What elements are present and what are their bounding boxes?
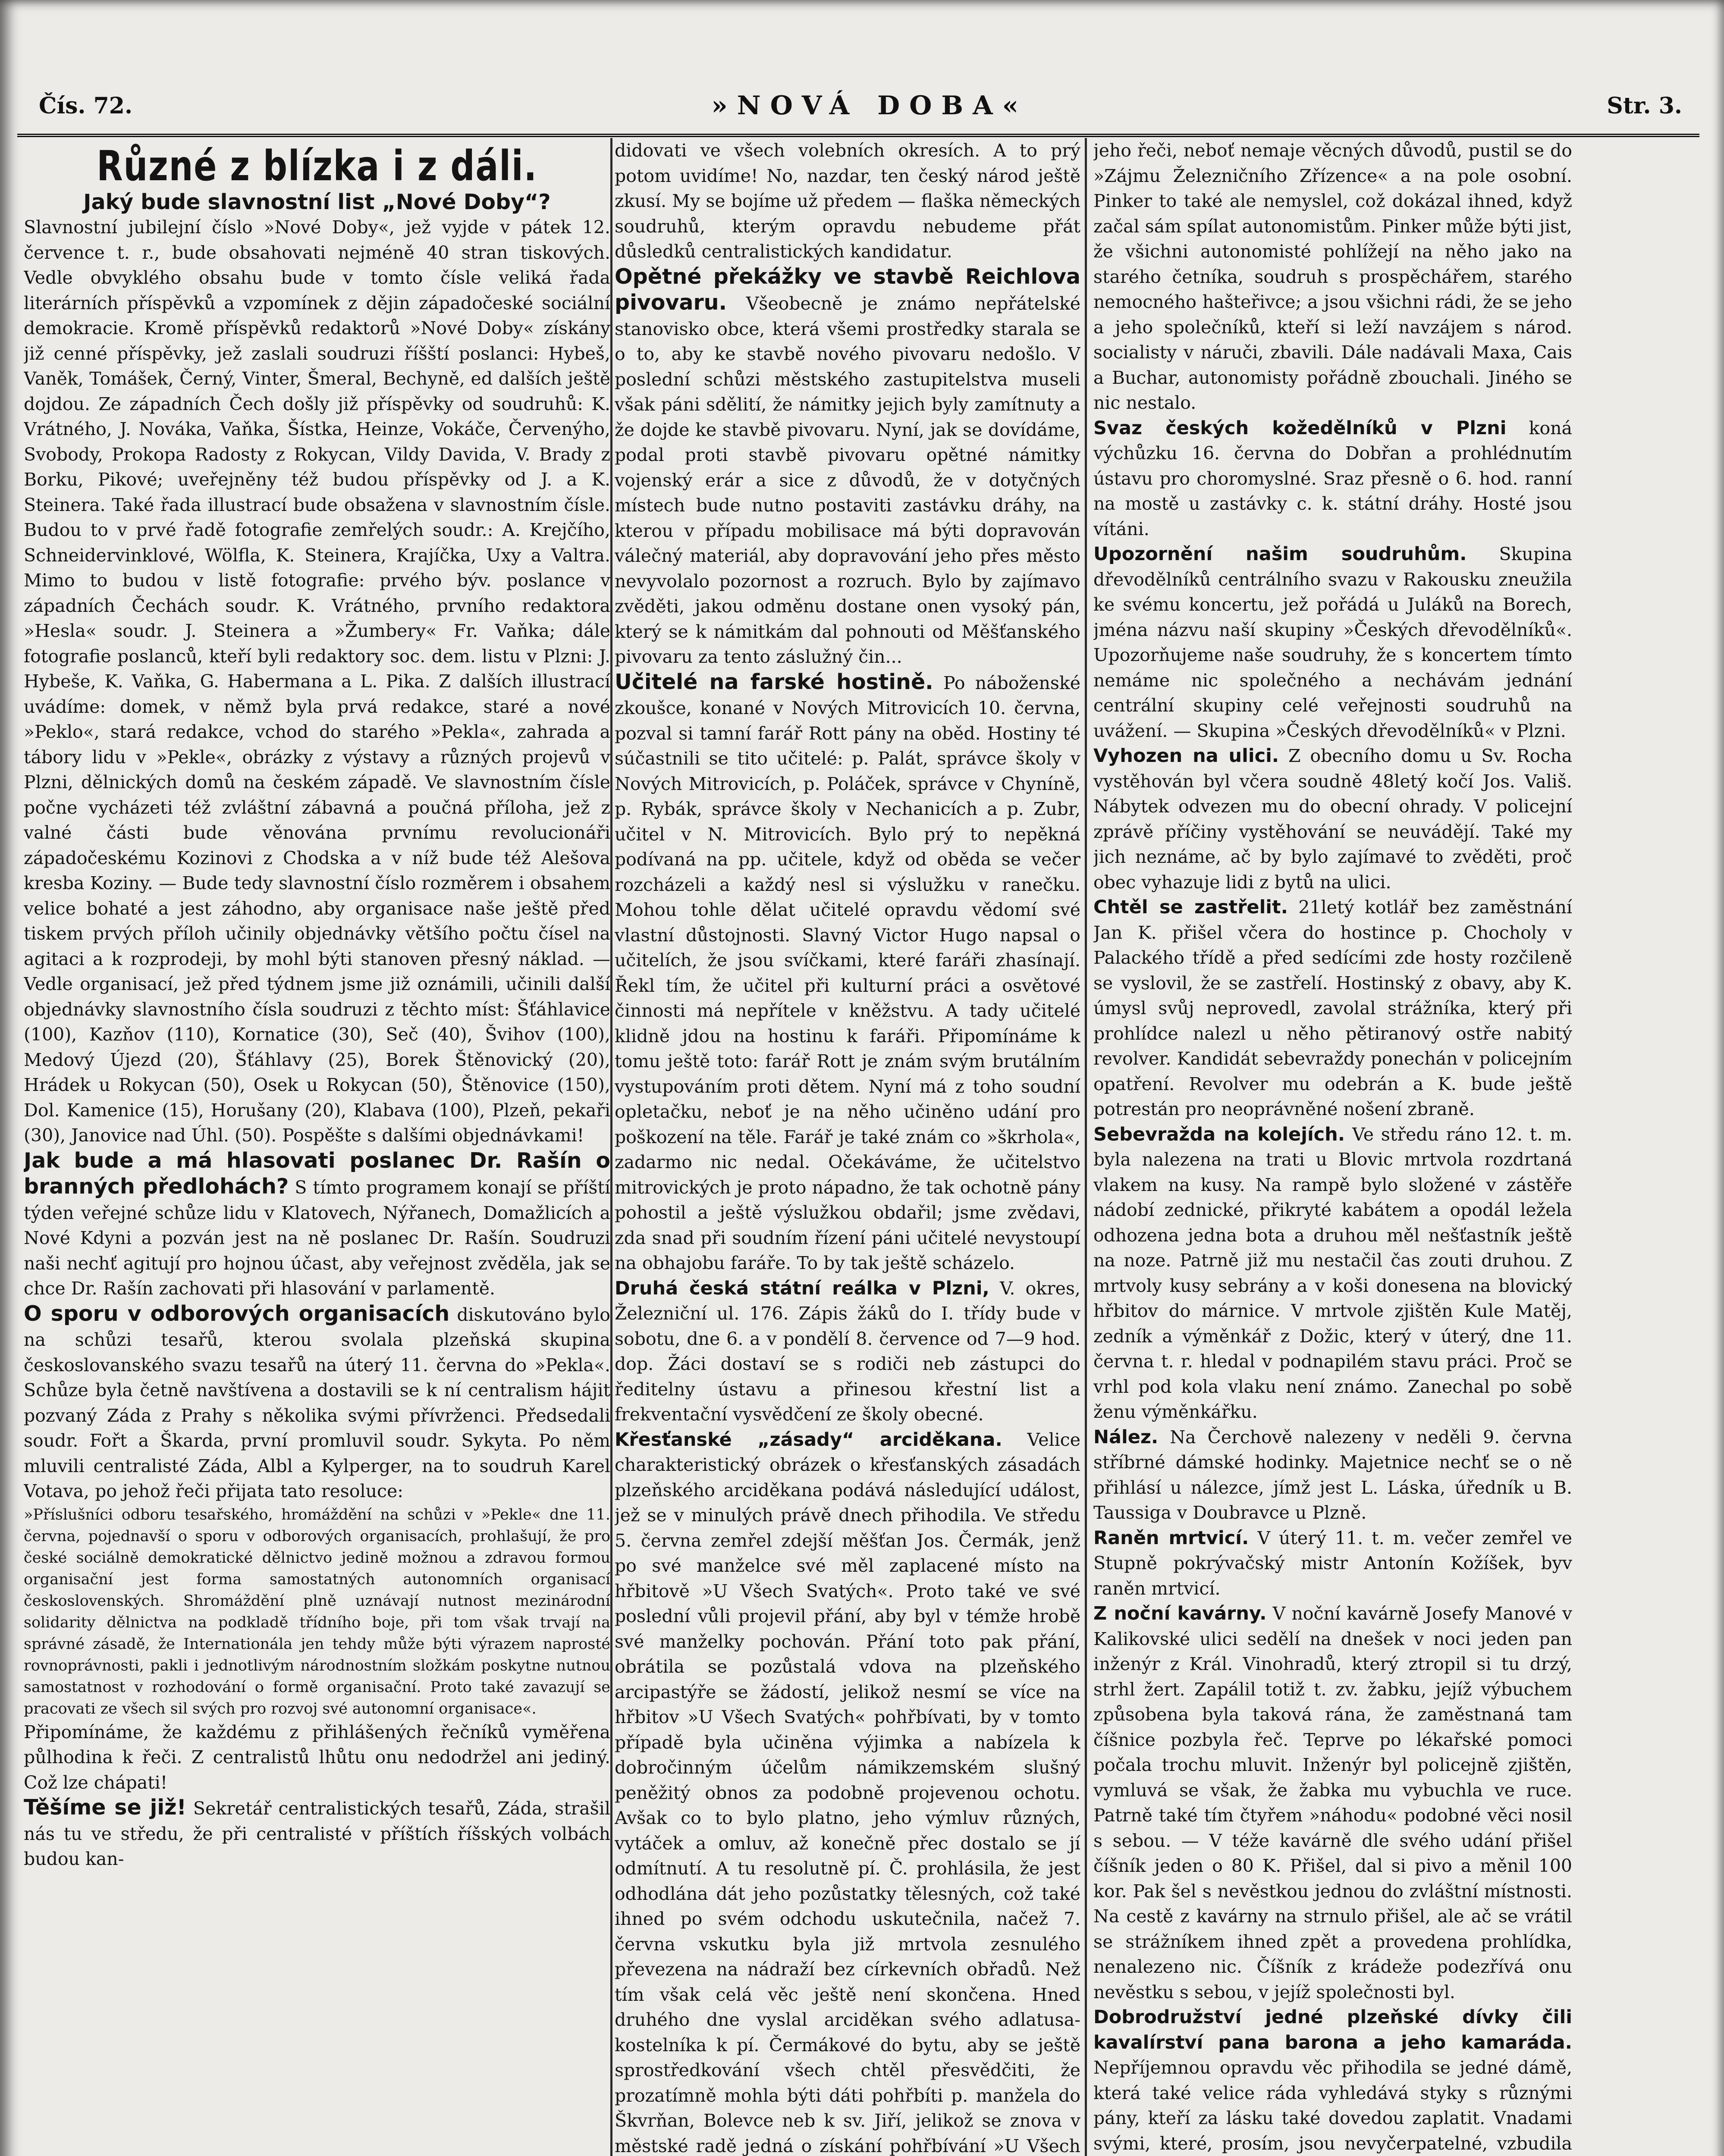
column-2 — [615, 138, 1080, 2156]
column-rule — [610, 138, 612, 2156]
column-3 — [1093, 138, 1572, 2156]
article-body: S tímto programem konají se příští týden veřejné schůze lidu v Klatovech, Nýřanech, Domažlicích a Nové Kdyni a pozván jest na ně poslanec Dr. Rašín. Soudruzi naši nechť agitují pro hojnou účast, aby veřejnost zvěděla, jak se chce Dr. Rašín zachovati při hlasování v parlamentě. — [24, 1177, 610, 1299]
article-headline: Jak bude a má hlasovati poslanec Dr. Rašín o branných předlohách? — [24, 1148, 610, 1199]
article-headline: Z noční kavárny. — [1093, 1603, 1267, 1624]
article-headline: Nález. — [1093, 1426, 1159, 1448]
article-headline: Raněn mrtvicí. — [1093, 1527, 1249, 1549]
article-body: Velice charakteristický obrázek o křesťanských zásadách plzeňského arciděkana podává následující událost, jež se v minulých právě dnech přihodila. Ve středu 5. června zemřel zdejší měšťan Jos. Čermák, jenž po své manželce své měl zaplacené místo na hřbitově »U Všech Svatých«. Proto také ve své poslední vůli projevil přání, aby byl v témže hrobě své manželky pochován. Přání toto pak přání, obrátila se pozůstalá vdova na plzeňského arcipastýře se žádostí, jelikož nesmí se více na hřbitov »U Všech Svatých« pohřbívati, by v tomto případě byla učiněna výjimka a nabízela k dobročinným účelům námikzemském slušný peněžitý obnos za podobně projevenou ochotu. Avšak co to bylo platno, jeho výmluv různých, vytáček a omluv, až konečně přec dostalo se jí odmítnutí. A tu resolutně pí. Č. prohlásila, že jest odhodlána dát jeho pozůstatky tělesných, což také ihned po svém odchodu uskutečnila, načež 7. června vskutku byla již mrtvola zesnulého převezena na nádraží bez církevních obřadů. Než tím však celá věc ještě není skončena. Hned druhého dne vyslal arciděkan svého adlatusa-kostelníka k pí. Čermákové do bytu, aby se ještě sprostředkování všech chtěl přesvědčiti, že prozatímně mohla býti dáti pohřbíti p. manžela do Škvrňan, Bolevce neb k sv. Jiří, jelikož se znova v městské radě jedná o získání pohřbívání »U Všech — [615, 1429, 1080, 2156]
section-title: Různé z blízka i z dáli. — [97, 142, 537, 190]
article-headline: Těšíme se již! — [24, 1795, 187, 1820]
article-body: didovati ve všech volebních okresích. A to prý potom uvidíme! No, nazdar, ten český národ ještě zkusí. My se bojíme už předem — flaška německých soudruhů, kterým opravdu nebudeme přát důsledků centralistických kandidatur. — [615, 140, 1080, 262]
article-body: 21letý kotlář bez zaměstnání Jan K. přišel včera do hostince p. Chocholy v Palackého třídě a před sedícími zde hosty rozčileně se vyslovil, že se zastřelí. Hostinský z obavy, aby K. úmysl svůj neprovedl, zavolal strážníka, který při prohlídce nalezl u něho pětiranový ostře nabitý revolver. Kandidát sebevraždy ponechán v policejním opatření. Revolver mu odebrán a K. bude ještě potrestán pro neoprávněné nošení zbraně. — [1093, 897, 1572, 1119]
article-headline: Vyhozen na ulici. — [1093, 745, 1279, 767]
article-body: diskutováno bylo na schůzi tesařů, kterou svolala plzeňská skupina českoslovanského svazu tesařů na úterý 11. června do »Pekla«. Schůze byla četně navštívena a dostavili se k ní centralism hájit pozvaný Záda z Prahy s několika svými přívrženci. Předsedali soudr. Fořt a Škarda, první promluvil soudr. Sykyta. Po něm mluvili centralisté Záda, Albl a Kylperger, na to soudruh Karel Votava, po jehož řeči přijata tato resoluce: — [24, 1304, 610, 1501]
article-body: Všeobecně je známo nepřátelské stanovisko obce, která všemi prostředky starala se o to, aby ke stavbě nového pivovaru nedošlo. V poslední schůzi městského zastupitelstva museli však páni sdělití, že námitky jejich byly zamítnuty a že dojde ke stavbě pivovaru. Nyní, jak se dovídáme, podal proti stavbě pivovaru opětné námitky vojenský erár a sice z důvodů, že v dotyčných místech bude nutno postaviti zastávku dráhy, na kterou v případu mobilisace má býti dopravován válečný materiál, aby dopravování jeho přes město nevyvolalo pozornost a rozruch. Bylo by zajímavo zvěděti, jakou odměnu dostane onen vysoký pán, který se k námitkám dal pohnouti od Měšťanského pivovaru za tento záslužný čin... — [615, 293, 1080, 667]
article-body: jeho řeči, neboť nemaje věcných důvodů, pustil se do »Zájmu Železničního Zřízence« a na pole osobní. Pinker to také ale nemyslel, což dokázal ihned, když začal sám spílat autonomistům. Pinker může býti jist, že všichni autonomisté pohlížejí na něho jako na starého četníka, soudruh s prospěchářem, starého nemocného hašteřivce; a jsou všichni rádi, že se jeho a jeho společníků, kteří si leží navzájem s národ. socialisty v náruči, zbavili. Dále nadávali Maxa, Cais a Buchar, autonomisty pořádně zbouchali. Jiného se nic nestalo. — [1093, 140, 1572, 413]
article-headline: O sporu v odborových organisacích — [24, 1301, 450, 1326]
article-headline: Svaz českých kožedělníků v Plzni — [1093, 417, 1507, 439]
resolution-quote: »Příslušníci odboru tesařského, hromáždění na schůzi v »Pekle« dne 11. června, pojednavší o sporu v odborových organisacích, prohlašují, že pro české sociálně demokratické dělnictvo jedině možnou a zdravou formou organisační jest forma samostatných autonomních organisací československých. Shromáždění plně uznávají nutnost mezinárodní solidarity dělnictva na podkladě třídního boje, při tom však trvají na správné zásadě, že Internationála jen tehdy může býti výrazem naprosté rovnoprávnosti, pakli i jednotlivým národnostním složkám poskytne nutnou samostatnost v rozhodování o formě organisační. Proto také zavazují se pracovati ze všech sil svých pro rozvoj své autonomní organisace«. — [24, 1506, 610, 1717]
article-headline: Opětné překážky ve stavbě Reichlova pivovaru. — [615, 264, 1080, 315]
article-headline: Učitelé na farské hostině. — [615, 669, 933, 694]
article-headline: Chtěl se zastřelit. — [1093, 896, 1288, 918]
article-body: V úterý 11. t. m. večer zemřel ve Stupně pokrývačský mistr Antonín Kožíšek, byv raněn mrtvicí. — [1093, 1527, 1572, 1599]
article-headline: Druhá česká státní reálka v Plzni, — [615, 1277, 989, 1299]
article-headline: Jaký bude slavnostní list „Nové Doby“? — [83, 190, 551, 214]
paper-title: »NOVÁ DOBA« — [711, 91, 1028, 121]
page-number: Čís. 72. — [39, 92, 133, 119]
article-body: koná výchůzku 16. června do Dobřan a prohlédnutím ústavu pro choromyslné. Sraz přesně o 6. hod. ranní na mostě u zastávky c. k. státní dráhy. Hosté jsou vítáni. — [1093, 417, 1572, 539]
article-body: Po náboženské zkoušce, konané v Nových Mitrovicích 10. června, pozval si tamní farář Rott pány na oběd. Hostiny té súčastnili se tito učitelé: p. Palát, správce školy v Nových Mitrovicích, p. Poláček, správce v Chyníně, p. Rybák, správce školy v Nechanicích a p. Zubr, učitel v N. Mitrovicích. Bylo prý to nepěkná podívaná na pp. učitele, když od oběda se večer rozcházeli a každý nesl si výslužku v ranečku. Mohou tohle dělat učitelé opravdu vědomí své vlastní důstojnosti. Slavný Victor Hugo napsal o učitelích, že jsou svíčkami, které faráři zhasínají. Řekl tím, že učitel při kulturní práci a osvětové činnosti má nepřítele v kněžstvu. A tady učitelé klidně jdou na hostinu k faráři. Připomínáme k tomu ještě toto: farář Rott je znám svým brutálním vystupováním proti dětem. Nyní má z toho soudní opletačku, neboť je na něho učiněno udání pro poškození na těle. Farář je také znám co »škrhola«, zadarmo nic nedal. Očekáváme, že učitelstvo mitrovických je proto nápadno, že tak ochotně pány pohostil a ještě výslužkou obdařil; jsme zvědavi, zda snad při soudním řízení páni učitelé nevystoupí na obhajobu faráře. To by tak ještě scházelo. — [615, 672, 1080, 1273]
article-headline: Dobrodružství jedné plzeňské dívky čili kavalírství pana barona a jeho kamaráda. — [1093, 2006, 1572, 2053]
article-body: V. okres, Železniční ul. 176. Zápis žáků do I. třídy bude v sobotu, dne 6. a v pondělí 8. července od 7—9 hod. dop. Žáci dostaví se s rodiči neb zástupci do ředitelny ústavu a přinesou křestní list a frekventační vysvědčení ze školy obecné. — [615, 1278, 1080, 1425]
article-body: Slavnostní jubilejní číslo »Nové Doby«, jež vyjde v pátek 12. července t. r., bude obsahovati nejméně 40 stran tiskových. Vedle obvyklého obsahu bude v tomto čísle veliká řada literárních příspěvků a vzpomínek z dějin západočeské sociální demokracie. Kromě příspěvků redaktorů »Nové Doby« získány již cenné příspěvky, jež zaslali soudruzi říšští poslanci: Hybeš, Vaněk, Tomášek, Černý, Vinter, Šmeral, Bechyně, ed dalších ještě dojdou. Ze západních Čech došly již příspěvky od soudruhů: K. Vrátného, J. Nováka, Vaňka, Šístka, Heinze, Vokáče, Červenýho, Svobody, Prokopa Radosty z Rokycan, Vildy Davida, V. Brady z Borku, Pikové; uveřejněny též budou příspěvky od J. a K. Steinera. Také řada illustrací bude obsažena v slavnostním čísle. Budou to v prvé řadě fotografie zemřelých soudr.: A. Krejčího, Schneidervinklové, Wölfla, K. Steinera, Krajíčka, Uxy a Valtra. Mimo to budou v listě fotografie: prvého býv. poslance v západních Čechách soudr. K. Vrátného, prvního redaktora »Hesla« soudr. J. Steinera a »Žumbery« Fr. Vaňka; dále fotografie poslanců, kteří byli redaktory soc. dem. listu v Plzni: J. Hybeše, K. Vaňka, G. Habermana a L. Pika. Z dalších illustrací uvádíme: domek, v němž byla prvá redakce, staré a nové »Peklo«, stará redakce, vchod do starého »Pekla«, zahrada a tábory lidu v »Pekle«, obrázky z výstavy a různých projevů v Plzni, dělnických domů na českém západě. Ve slavnostním čísle počne vycházeti též zvláštní zábavná a poučná příloha, jež z valné části bude věnována prvnímu revolucionáři západočeskému Kozinovi z Chodska a v níž bude též Alešova kresba Koziny. — Bude tedy slavnostní číslo rozměrem i obsahem velice bohaté a jest záhodno, aby organisace naše ještě před tiskem prvých příloh učinily objednávky většího počtu čísel na agitaci a k rozprodeji, by mohl býti stanoven přesný náklad. — Vedle organisací, jež před týdnem jsme již oznámili, učinili další objednávky slavnostního čísla soudruzi z těchto míst: Šťáhlavice (100), Kazňov (110), Kornatice (30), Seč (40), Švihov (100), Medový Újezd (20), Šťáhlavy (25), Borek Štěnovický (20), Hrádek u Rokycan (50), Osek u Rokycan (50), Štěnovice (150), Dol. Kamenice (15), Horušany (20), Klabava (100), Plzeň, pekaři (30), Janovice nad Úhl. (50). Pospěšte s dalšími objednávkami! — [24, 217, 610, 1146]
article-headline: Sebevražda na kolejích. — [1093, 1123, 1345, 1145]
article-body: V noční kavárně Josefy Manové v Kalikovské ulici sedělí na dnešek v noci jeden pan inženýr z Král. Vinohradů, který ztropil si tu drzý, strhl žert. Zapálil totiž t. zv. žabku, jejíž výbuchem způsobena byla taková rána, že zaměstnaná tam číšnice pozbyla řeč. Teprve po lékařské pomoci počala trochu mluvit. Inženýr byl policejně zjištěn, vymluvá se však, že žabka mu vybuchla ve ruce. Patrně také tím čtyřem »náhodu« podobné věci nosil s sebou. — V téže kavárně dle svého udání přišel číšník jeden o 80 K. Přišel, dal si pivo a měnil 100 kor. Pak šel s nevěstkou jednou do zvláštní místnosti. Na cestě z kavárny na strnulo přišel, ale ač se vrátil se strážníkem ihned zpět a provedena prohlídka, nenalezeno nic. Číšník z krádeže podezřívá onu nevěstku s sebou, v jejíž společnosti byl. — [1093, 1603, 1572, 2002]
masthead — [17, 78, 1699, 137]
article-headline: Křesťanské „zásady“ arciděkana. — [615, 1429, 1002, 1451]
article-body: Připomínáme, že každému z přihlášených řečníků vyměřena půlhodina k řeči. Z centralistů lhůtu onu nedodržel ani jediný. Což lze chápati! — [24, 1721, 610, 1793]
article-body: Skupina dřevodělníků centrálního svazu v Rakousku zneužila ke svému koncertu, jež pořádá u Juláků na Borech, jména názvu naší skupiny »Českých dřevodělníků«. Upozorňujeme naše soudruhy, že s koncertem tímto nemáme nic společného a nechávám jednání centrální skupiny celé veřejnosti soudruhů na uvážení. — Skupina »Českých dřevodělníků« v Plzni. — [1093, 544, 1572, 741]
page-label: Str. 3. — [1607, 92, 1682, 119]
article-headline: Upozornění našim soudruhům. — [1093, 543, 1467, 565]
article-body: Nepříjemnou opravdu věc přihodila se jedné dámě, která také velice ráda vyhledává styky s různými pány, kteří za lásku také dovedou zaplatit. Vnadami svými, které, prosím, jsou nevyčerpatelné, vzbudila — [1093, 2057, 1572, 2154]
article-body: Sekretář centralistických tesařů, Záda, strašil nás tu ve středu, že při centralisté v příštích říšských volbách budou kan- — [24, 1798, 610, 1869]
article-body: Z obecního domu u Sv. Rocha vystěhován byl včera soudně 48letý kočí Jos. Vališ. Nábytek odvezen mu do obecní ohrady. V policejní zprávě příčiny vystěhování se neuvádějí. Také my jich neznáme, ač by bylo zajímavé to zvěděti, proč obec vyhazuje lidi z bytů na ulici. — [1093, 746, 1572, 893]
article-body: Na Čerchově nalezeny v neděli 9. června stříbrné dámské hodinky. Majetnice nechť se o ně přihlásí u nálezce, jímž jest L. Láska, úředník u B. Taussiga v Doubravce u Plzně. — [1093, 1426, 1572, 1523]
column-rule — [1085, 138, 1087, 2156]
column-1 — [24, 138, 610, 2156]
article-body: Ve středu ráno 12. t. m. byla nalezena na trati u Blovic mrtvola rozdrtaná vlakem na kusy. Na rampě bylo složené v zástěře nádobí zednické, přikryté kabátem a opodál ležela odhozena jedna bota a druhou měl nešťastník ještě na noze. Patrně již mu nestačil čas zouti druhou. Z mrtvoly kusy sebrány a v koši donesena na blovický hřbitov do márnice. V mrtvole zjištěn Kule Matěj, zedník a výměnkář z Dožic, který v úterý, dne 11. června t. r. hledal v podnapilém stavu práci. Proč se vrhl pod kola vlaku není známo. Zanechal po sobě ženu výměnkářku. — [1093, 1124, 1572, 1422]
